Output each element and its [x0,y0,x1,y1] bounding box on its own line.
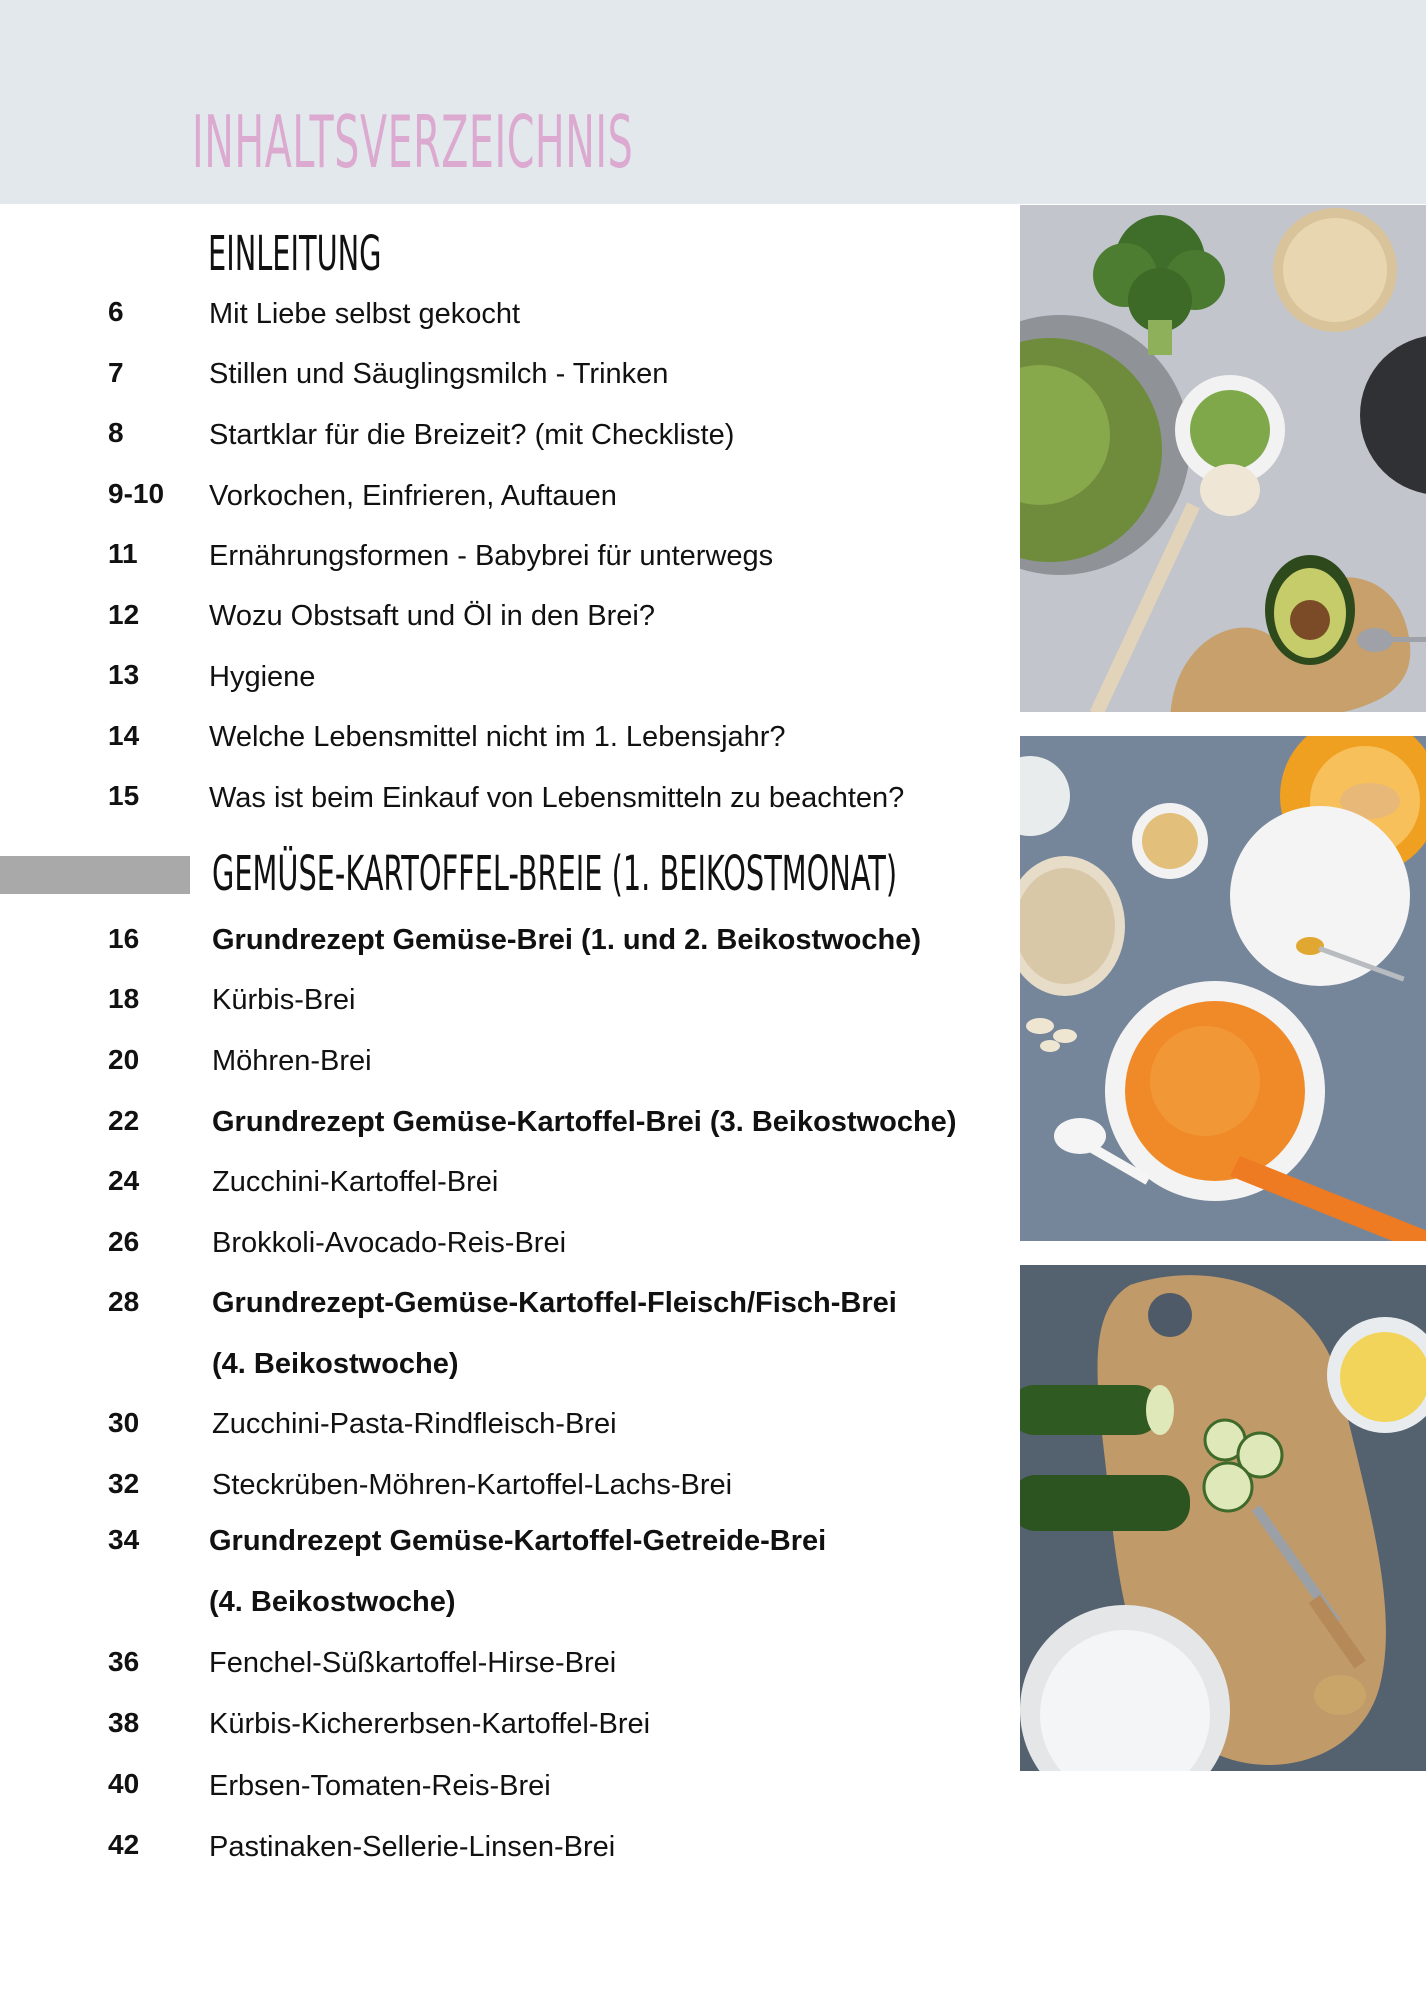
toc-page-number: 13 [108,659,140,690]
toc-page-number: 42 [108,1829,140,1860]
toc-entry-title[interactable]: Stillen und Säuglingsmilch - Trinken [209,358,669,390]
toc-page-number: 36 [108,1646,140,1677]
toc-entry-subtitle[interactable]: (4. Beikostwoche) [209,1586,456,1618]
section-heading-gemuese-kartoffel: GEMÜSE-KARTOFFEL-BREIE (1. BEIKOSTMONAT) [212,846,898,902]
toc-page-number: 32 [108,1468,140,1499]
toc-entry-title[interactable]: Grundrezept-Gemüse-Kartoffel-Fleisch/Fisch-Brei [212,1287,897,1319]
toc-page-number: 38 [108,1707,140,1738]
toc-page-number: 11 [108,538,138,569]
toc-page-number: 14 [108,720,140,751]
toc-entry-title[interactable]: Zucchini-Kartoffel-Brei [212,1166,499,1198]
toc-page-number: 34 [108,1524,140,1555]
pumpkin-puree-illustration [1020,736,1426,1241]
section-divider-bar [0,856,190,894]
zucchini-board-illustration [1020,1265,1426,1771]
toc-entry-title[interactable]: Erbsen-Tomaten-Reis-Brei [209,1770,551,1802]
section-heading-einleitung: EINLEITUNG [208,226,382,282]
toc-entry-title[interactable]: Kürbis-Kichererbsen-Kartoffel-Brei [209,1708,651,1740]
toc-entry-title[interactable]: Brokkoli-Avocado-Reis-Brei [212,1227,567,1259]
pumpkin-carrot-puree-photo [1020,736,1426,1241]
toc-entry-title[interactable]: Grundrezept Gemüse-Kartoffel-Getreide-Brei [209,1525,827,1557]
toc-entry-title[interactable]: Fenchel-Süßkartoffel-Hirse-Brei [209,1647,617,1679]
toc-page-number: 15 [108,780,140,811]
zucchini-cutting-board-photo [1020,1265,1426,1771]
broccoli-avocado-illustration [1020,205,1426,712]
toc-page-number: 26 [108,1226,140,1257]
toc-page-number: 7 [108,357,124,388]
toc-entry-title[interactable]: Vorkochen, Einfrieren, Auftauen [209,480,617,512]
toc-page-number: 20 [108,1044,140,1075]
toc-entry-subtitle[interactable]: (4. Beikostwoche) [212,1348,459,1380]
toc-entry-title[interactable]: Möhren-Brei [212,1045,372,1077]
toc-page-number: 18 [108,983,140,1014]
toc-page-number: 22 [108,1105,140,1136]
toc-page-number: 12 [108,599,140,630]
toc-entry-title[interactable]: Was ist beim Einkauf von Lebensmitteln zu beachten? [209,782,905,814]
toc-entry-title[interactable]: Welche Lebensmittel nicht im 1. Lebensjahr? [209,721,786,753]
toc-page-number: 16 [108,923,140,954]
toc-entry-title[interactable]: Zucchini-Pasta-Rindfleisch-Brei [212,1408,617,1440]
toc-entry-title[interactable]: Ernährungsformen - Babybrei für unterwegs [209,540,774,572]
toc-page-number: 6 [108,296,124,327]
toc-page-number: 40 [108,1768,140,1799]
toc-entry-title[interactable]: Grundrezept Gemüse-Kartoffel-Brei (3. Beikostwoche) [212,1106,957,1138]
page-title: INHALTSVERZEICHNIS [192,100,634,184]
toc-entry-title[interactable]: Kürbis-Brei [212,984,356,1016]
toc-page-number: 9-10 [108,478,165,509]
toc-entry-title[interactable]: Pastinaken-Sellerie-Linsen-Brei [209,1831,616,1863]
toc-page-number: 8 [108,417,124,448]
toc-entry-title[interactable]: Hygiene [209,661,316,693]
broccoli-avocado-photo [1020,205,1426,712]
toc-entry-title[interactable]: Startklar für die Breizeit? (mit Checkliste) [209,419,735,451]
toc-page-number: 24 [108,1165,140,1196]
toc-entry-title[interactable]: Mit Liebe selbst gekocht [209,298,521,330]
toc-page-number: 28 [108,1286,140,1317]
toc-page-number: 30 [108,1407,140,1438]
toc-entry-title[interactable]: Grundrezept Gemüse-Brei (1. und 2. Beikostwoche) [212,924,922,956]
toc-entry-title[interactable]: Wozu Obstsaft und Öl in den Brei? [209,600,655,632]
toc-entry-title[interactable]: Steckrüben-Möhren-Kartoffel-Lachs-Brei [212,1469,733,1501]
